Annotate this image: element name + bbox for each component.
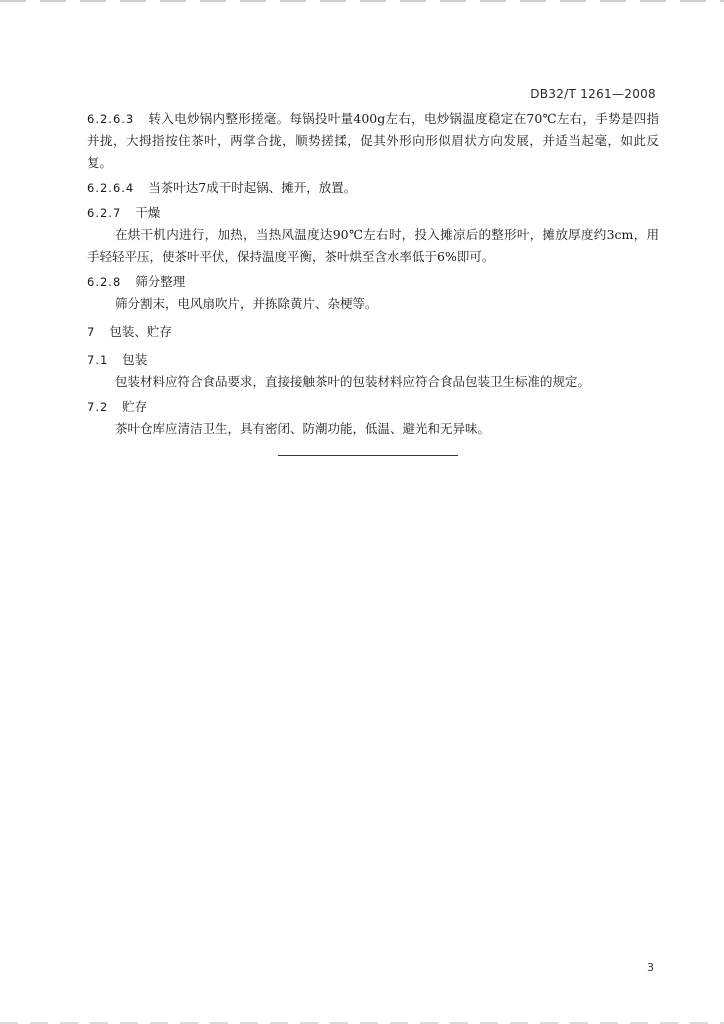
clause-number: 6.2.8	[87, 275, 122, 289]
clause-number: 6.2.6.4	[87, 181, 135, 195]
clause-7-2-body: 茶叶仓库应清洁卫生，具有密闭、防潮功能，低温、避光和无异味。	[115, 421, 491, 436]
clause-number: 7	[87, 325, 96, 339]
clause-title: 干燥	[135, 205, 161, 220]
clause-7-1-body: 包装材料应符合食品要求，直接接触茶叶的包装材料应符合食品包装卫生标准的规定。	[115, 374, 591, 389]
scan-edge-top	[0, 0, 724, 2]
clause-number: 7.2	[87, 400, 109, 414]
clause-number: 6.2.7	[87, 206, 122, 220]
clause-6-2-6-3	[87, 108, 659, 174]
clause-text: 转入电炒锅内整形搓毫。每锅投叶量400g左右，电炒锅温度稳定在70℃左右，手势是四指并拢，大拇指按住茶叶，两掌合拢，顺势搓揉，促其外形向形似眉状方向发展，并适当起毫，如此反复。	[87, 111, 659, 170]
clause-number: 6.2.6.3	[87, 112, 135, 126]
standard-code: DB32/T 1261—2008	[530, 87, 656, 101]
heading-6-2-7	[87, 202, 659, 224]
clause-6-2-8-body: 筛分割末，电风扇吹片，并拣除黄片、杂梗等。	[115, 296, 378, 311]
heading-6-2-8	[87, 271, 659, 293]
heading-7-2	[87, 396, 659, 418]
clause-title: 包装、贮存	[109, 324, 172, 339]
clause-title: 包装	[122, 352, 148, 367]
end-of-document-rule	[278, 455, 458, 456]
heading-7	[87, 321, 659, 343]
heading-7-1	[87, 349, 659, 371]
clause-number: 7.1	[87, 353, 109, 367]
page-number: 3	[647, 961, 654, 974]
clause-text: 当茶叶达7成干时起锅、摊开，放置。	[148, 180, 357, 195]
clause-title: 筛分整理	[135, 274, 186, 289]
clause-6-2-7-body: 在烘干机内进行，加热，当热风温度达90℃左右时，投入摊凉后的整形叶，摊放厚度约3cm，用手轻轻平压，使茶叶平伏，保持温度平衡，茶叶烘至含水率低于6%即可。	[87, 227, 659, 264]
document-body	[87, 108, 659, 440]
clause-6-2-6-4	[87, 177, 659, 199]
clause-title: 贮存	[122, 399, 148, 414]
